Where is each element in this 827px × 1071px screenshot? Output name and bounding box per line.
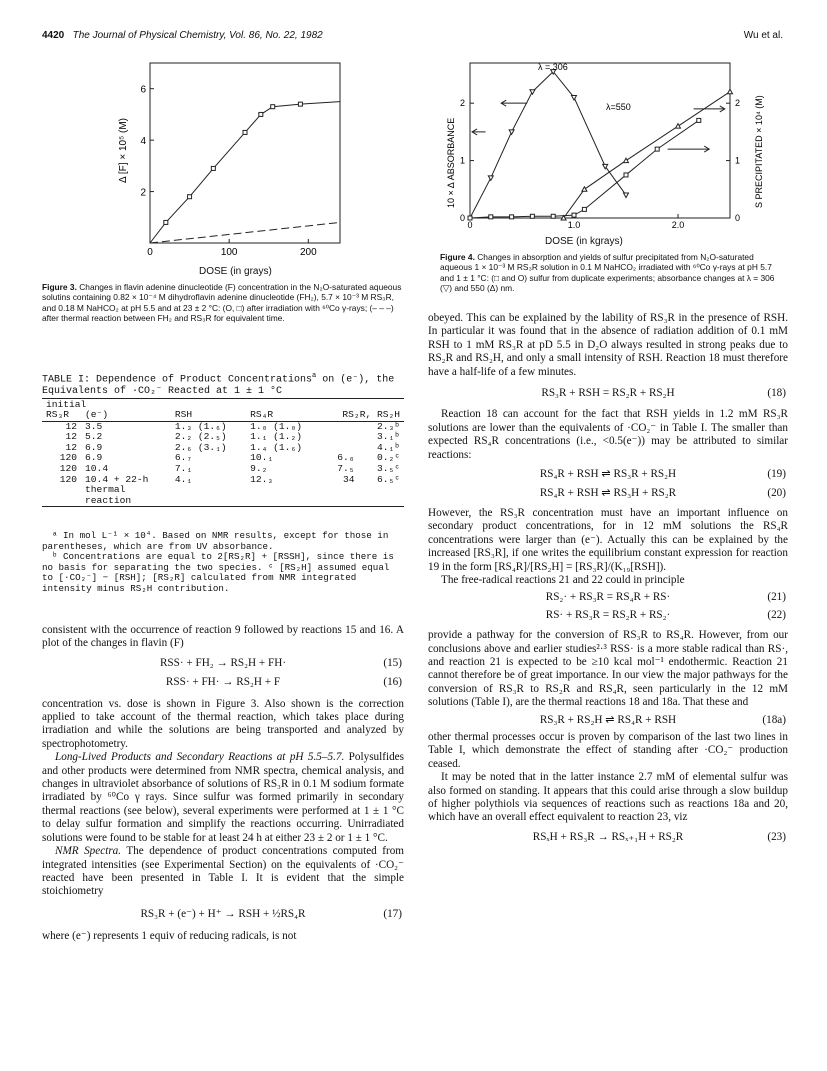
y-tick-label-right: 0 <box>735 213 741 223</box>
x-tick-label: 0 <box>467 220 473 230</box>
equation-number: (15) <box>383 656 402 669</box>
figure-4-caption-label: Figure 4. <box>440 252 475 262</box>
equation-text: RS₃R + (e⁻) + H⁺ → RSH + ½RS₄R <box>140 907 306 920</box>
equation-text: RS· + RS₃R = RS₂R + RS₂· <box>545 608 671 621</box>
table-cell: 6.9 <box>85 452 103 464</box>
table-cell: 10.4 + 22-h <box>85 473 149 485</box>
x-tick-label: 2.0 <box>671 220 685 230</box>
table-cell: 2.₃ᵇ <box>376 420 400 432</box>
y-tick-label-left: 1 <box>459 155 465 166</box>
equation-number: (21) <box>767 591 786 604</box>
paragraph: concentration vs. dose is shown in Figure 3. Also shown is the correction applied to take account of the thermal reaction, which takes place during irradiation and while the solutions are being transported and analyzed by spectrophotometry. <box>42 697 404 750</box>
data-point <box>530 90 535 95</box>
series-line <box>150 222 340 243</box>
section-heading: Long-Lived Products and Secondary Reactions at pH 5.5–5.7. <box>55 751 345 764</box>
table-cell: 2.₂ (2.₅) <box>174 431 227 443</box>
table-cell: 2.₆ (3.₁) <box>174 441 227 453</box>
data-point <box>572 213 576 217</box>
table-cell: 1.₄ (1.₆) <box>250 441 302 453</box>
data-point <box>624 193 629 198</box>
x-tick-label: 100 <box>220 247 238 258</box>
table-cell: 5.2 <box>85 431 103 443</box>
paragraph: However, the RS₃R concentration must have an important influence on secondary product concentrations, for in 12 mM solutions the RS₄R concentrations were larger than (e⁻). Actually this can be explained by the increased [RS₃R], if one writes the equilibrium constant expression for reaction 19 in the form [RS₄R]/[RS₂H] = [RS₃R]/(K₁₉[RSH]). <box>428 506 788 573</box>
label-306: λ = 306 <box>538 62 568 72</box>
table-1-header: RS₂R, RS₂H <box>342 409 400 420</box>
figure-3-axes <box>140 63 340 258</box>
table-cell: 12 <box>65 441 78 453</box>
series-line <box>470 72 626 218</box>
data-point <box>697 118 701 122</box>
data-point <box>551 214 555 218</box>
data-point <box>259 112 263 116</box>
table-cell: 1.₀ (1.₀) <box>250 420 302 432</box>
figure-4-caption <box>440 252 785 294</box>
equation-text: RS₃R + RS₂H ⇌ RS₄R + RSH <box>539 713 677 726</box>
paragraph: Reaction 18 can account for the fact that RSH yields in 1.2 mM RS₃R solutions are lower than the equivalents of ·CO₂⁻ in Table I. The smaller than expected RS₄R concentrations (i.e., <0.5(e⁻)) may be attributed to similar reactions: <box>428 408 788 461</box>
running-header <box>42 30 323 41</box>
table-cell <box>171 496 246 507</box>
data-point <box>624 158 629 163</box>
table-cell: 6.₅ᶜ <box>376 473 400 485</box>
table-cell <box>246 485 321 496</box>
table-1-header: RS₄R <box>250 409 274 420</box>
equation-text: RS₃R + RSH = RS₂R + RS₂H <box>541 387 675 400</box>
figure-4-series <box>468 70 733 220</box>
table-cell <box>42 496 81 507</box>
paragraph: other thermal processes occur is proven by comparison of the last two lines in Table I, which demonstrate the effect of standing after ·CO₂⁻ production ceased. <box>428 730 788 770</box>
paragraph: obeyed. This can be explained by the lability of RS₃R in the presence of RSH. In particular it was found that in the absence of radiation addition of 0.1 mM RSH to 1 mM RS₃R at pD 5.5 in D₂O always resulted in strong peaks due to RS₂R and RS₂H, and only a small intensity of RSH. Reaction 18 must therefore have a half-life of a few minutes. <box>428 312 788 378</box>
table-row <box>42 496 404 507</box>
paragraph: where (e⁻) represents 1 equiv of reducing radicals, is not <box>42 930 297 943</box>
left-column <box>42 624 404 944</box>
y-tick-label-right: 1 <box>735 155 741 166</box>
y-tick-label-left: 2 <box>459 98 465 109</box>
figure-4-chart <box>440 58 770 248</box>
table-cell <box>42 485 81 496</box>
table-1-header-row <box>42 410 404 421</box>
data-point <box>489 215 493 219</box>
table-1-title <box>42 370 404 398</box>
table-cell: 1.₁ (1.₂) <box>250 431 302 443</box>
table-cell: 7.₅ <box>337 462 355 474</box>
y-tick-label-right: 2 <box>735 98 741 109</box>
y-tick-label: 4 <box>140 136 146 148</box>
table-cell: 34 <box>342 473 355 485</box>
series-line <box>150 102 340 243</box>
equation-19 <box>428 468 788 481</box>
table-1-title-sup: a <box>312 372 317 380</box>
data-point <box>509 130 514 135</box>
data-point <box>530 214 534 218</box>
y-tick-label: 2 <box>140 187 146 199</box>
table-1-grid <box>42 410 404 507</box>
table-cell: 10.4 <box>85 462 109 474</box>
table-cell: 12 <box>65 420 78 432</box>
right-column <box>428 312 788 850</box>
table-cell <box>358 485 404 496</box>
table-1-header: (e⁻) <box>85 409 109 420</box>
journal-name: The Journal of Physical Chemistry, Vol. 86, No. 22, 1982 <box>72 30 323 41</box>
paragraph: provide a pathway for the conversion of RS₃R to RS₄R. However, from our conclusions above and earlier studies²·³ RSS· is a more stable radical than RS·, and reaction 21 is expected to be ≥10 kcal mol⁻¹ endothermic. Reaction 21 cannot therefore be of great importance. In our view the major pathways for the conversion of RS₃R to RS₂R and RS₄R, seen particularly in the 12 mM solutions (Table I), are the thermal reactions 18 and 18a. That these and <box>428 629 788 709</box>
data-point <box>243 130 247 134</box>
data-point <box>488 176 493 181</box>
data-point <box>582 187 587 192</box>
table-1-body <box>42 421 404 507</box>
figure-3-chart <box>110 58 350 263</box>
x-tick-label: 1.0 <box>567 220 581 230</box>
equation-number: (23) <box>767 830 786 843</box>
figure-3-caption-label: Figure 3. <box>42 282 77 292</box>
series-line <box>564 92 730 218</box>
equation-15 <box>42 657 404 670</box>
equation-16 <box>42 676 404 689</box>
table-cell <box>246 496 321 507</box>
table-cell <box>171 485 246 496</box>
table-1-footnotes <box>42 531 402 595</box>
figure-4-ylabel-right: S PRECIPITATED × 10⁴ (M) <box>754 95 764 208</box>
paragraph-text: Polysulfides and other products were determined from NMR spectra, chemical analysis, and changes in ultraviolet absorbance of solutions of RS₃R in 0.1 M sodium formate irradiated by ⁶⁰Co γ rays. Since sulfur was formed primarily in secondary thermal reactions (see below), several experiments were performed at 1 ± 1 °C to delay sulfur formation and simplify the reactions occurring. Unirradiated solutions were found to be stable for at least 24 h at either 23 ± 2 or 1 ± 1 °C. <box>42 751 404 844</box>
paragraph: The free-radical reactions 21 and 22 could in principle <box>441 573 685 586</box>
table-1-head-initial: initial <box>42 398 404 410</box>
equation-text: RS₄R + RSH ⇌ RS₃H + RS₂R <box>539 487 677 500</box>
figure-3-xlabel: DOSE (in grays) <box>199 266 272 277</box>
equation-text: RSS· + FH₂ → RS₂H + FH· <box>159 656 287 669</box>
table-1-footnote-a: ᵃ In mol L⁻¹ × 10⁴. Based on NMR results, except for those in parentheses, which are from UV absorbance. <box>42 530 389 552</box>
figure-3-series <box>150 102 340 243</box>
table-cell: thermal <box>85 484 126 496</box>
y-tick-label: 6 <box>140 84 146 96</box>
data-point <box>655 147 659 151</box>
y-tick-label-left: 0 <box>459 213 465 223</box>
figure-3-caption-text: Changes in flavin adenine dinucleotide (F) concentration in the N₂O-saturated aqueous solutins containing 0.82 × 10⁻⁴ M dihydroflavin adenine dinucleotide (FH₂), 5.7 × 10⁻³ M RS₃R, and 0.18 M NaHCO₂ at pH 5.5 and at 23 ± 2 °C: (O, □) after irradiation with ⁶⁰Co γ-rays; (– – –) after thermal reaction between FH₂ and RS₃R for equivalent time. <box>42 282 402 324</box>
table-cell: 0.₂ᶜ <box>376 452 400 464</box>
data-point <box>211 166 215 170</box>
data-point <box>298 102 302 106</box>
equation-text: RS₄R + RSH ⇌ RS₃R + RS₂H <box>539 468 677 481</box>
table-cell: 3.5 <box>85 420 103 432</box>
table-cell: 3.₁ᵇ <box>376 431 400 443</box>
equation-text: RSS· + FH· → RS₂H + F <box>165 676 281 689</box>
table-cell: 9.₂ <box>250 462 268 474</box>
table-cell: 1.₃ (1.₆) <box>174 420 227 432</box>
table-cell <box>321 485 358 496</box>
table-cell: 6.9 <box>85 441 103 453</box>
paragraph: consistent with the occurrence of reaction 9 followed by reactions 15 and 16. A plot of the changes in flavin (F) <box>42 624 404 650</box>
table-cell: 7.₁ <box>174 462 193 474</box>
table-1 <box>42 398 404 507</box>
table-cell <box>321 432 358 443</box>
figure-3-caption <box>42 282 402 324</box>
table-cell <box>321 421 358 432</box>
table-cell: 6.₇ <box>174 452 193 464</box>
table-cell: reaction <box>85 494 132 506</box>
equation-18 <box>428 387 788 400</box>
data-point <box>582 207 586 211</box>
equation-text: RS₂· + RS₃R = RS₄R + RS· <box>545 591 671 604</box>
figure-3-ylabel: Δ [F] × 10⁵ (M) <box>118 117 129 183</box>
equation-23 <box>428 831 788 844</box>
data-point <box>271 105 275 109</box>
data-point <box>188 195 192 199</box>
figure-4-caption-text: Changes in absorption and yields of sulfur precipitated from N₂O-saturated aqueous 1 × 10⁻³ M RS₃R solution in 0.1 M NaHCO₂ irradiated with ⁶⁰Co γ-rays at pH 5.7 and 1 ± 1 °C: (□ and O) sulfur from duplicate experiments; absorbance changes at λ = 306 (▽) and 550 (Δ) nm. <box>440 252 775 294</box>
authors: Wu et al. <box>743 30 783 41</box>
equation-21 <box>428 591 788 604</box>
plot-frame <box>470 63 730 218</box>
table-cell: 4.₁ᵇ <box>376 441 400 453</box>
paragraph <box>42 845 404 899</box>
table-1-header: RSH <box>174 409 193 420</box>
equation-number: (18a) <box>762 713 786 726</box>
table-cell: 4.₁ <box>174 473 193 485</box>
table-cell: 12.₃ <box>250 473 274 485</box>
figure-4-axes <box>460 63 740 230</box>
data-point <box>468 216 472 220</box>
data-point <box>728 89 733 94</box>
x-tick-label: 0 <box>147 247 153 258</box>
equation-17 <box>42 908 404 921</box>
table-cell: 6.₀ <box>337 452 355 464</box>
section-heading: NMR Spectra. <box>55 845 122 858</box>
data-point <box>510 215 514 219</box>
table-cell: 12 <box>65 431 78 443</box>
page-number: 4420 <box>42 30 65 41</box>
data-point <box>676 124 681 129</box>
paragraph-text: The dependence of product concentrations computed from integrated intensities (see Experimental Section) on the equivalents of ·CO₂⁻ reacted have been presented in Table I. It is evident that the simple stoichiometry <box>42 845 404 898</box>
table-1-footnote-bc: ᵇ Concentrations are equal to 2[RS₂R] + [RSSH], since there is no basis for separating the two species. ᶜ [RS₂H] assumed equal to [·CO₂⁻] − [RSH]; [RS₂R] calculated from NMR integrated intensity minus RS₂H contribution. <box>42 551 394 594</box>
equation-number: (22) <box>767 608 786 621</box>
equation-18a <box>428 714 788 727</box>
plot-frame <box>150 63 340 243</box>
table-cell: 120 <box>59 462 78 474</box>
table-1-title-main: TABLE I: Dependence of Product Concentrations <box>42 374 313 386</box>
table-cell: 3.₅ᶜ <box>376 462 400 474</box>
equation-22 <box>428 609 788 622</box>
table-cell <box>321 496 358 507</box>
figure-4-xlabel: DOSE (in kgrays) <box>545 236 623 247</box>
data-point <box>164 220 168 224</box>
table-1-title-rest: on (e⁻), the Equivalents of ·CO₂⁻ Reacted at 1 ± 1 °C <box>42 374 395 398</box>
figure-4-ylabel-left: 10 × Δ ABSORBANCE <box>446 117 456 208</box>
equation-text: RSₓH + RS₃R → RSₓ₊₁H + RS₂R <box>532 830 684 843</box>
table-1-header: RS₃R <box>46 409 70 420</box>
data-point <box>624 173 628 177</box>
equation-number: (20) <box>767 487 786 500</box>
paragraph <box>42 751 404 845</box>
paragraph: It may be noted that in the latter instance 2.7 mM of elemental sulfur was also formed on standing. It appears that this could arise through a slow buildup of higher polythiols via sequences of reactions such as reactions 18a and 20, which have an overall effect equivalent to reaction 23, viz <box>428 771 788 824</box>
x-tick-label: 200 <box>299 247 317 258</box>
table-row <box>42 464 404 475</box>
label-550: λ=550 <box>606 102 631 112</box>
table-cell: 120 <box>59 473 78 485</box>
equation-20 <box>428 487 788 500</box>
equation-number: (16) <box>383 676 402 689</box>
table-cell: 10.₁ <box>250 452 274 464</box>
data-point <box>572 95 577 100</box>
equation-number: (19) <box>767 468 786 481</box>
table-cell <box>358 496 404 507</box>
equation-number: (18) <box>767 387 786 400</box>
equation-number: (17) <box>383 907 402 920</box>
table-cell: 120 <box>59 452 78 464</box>
